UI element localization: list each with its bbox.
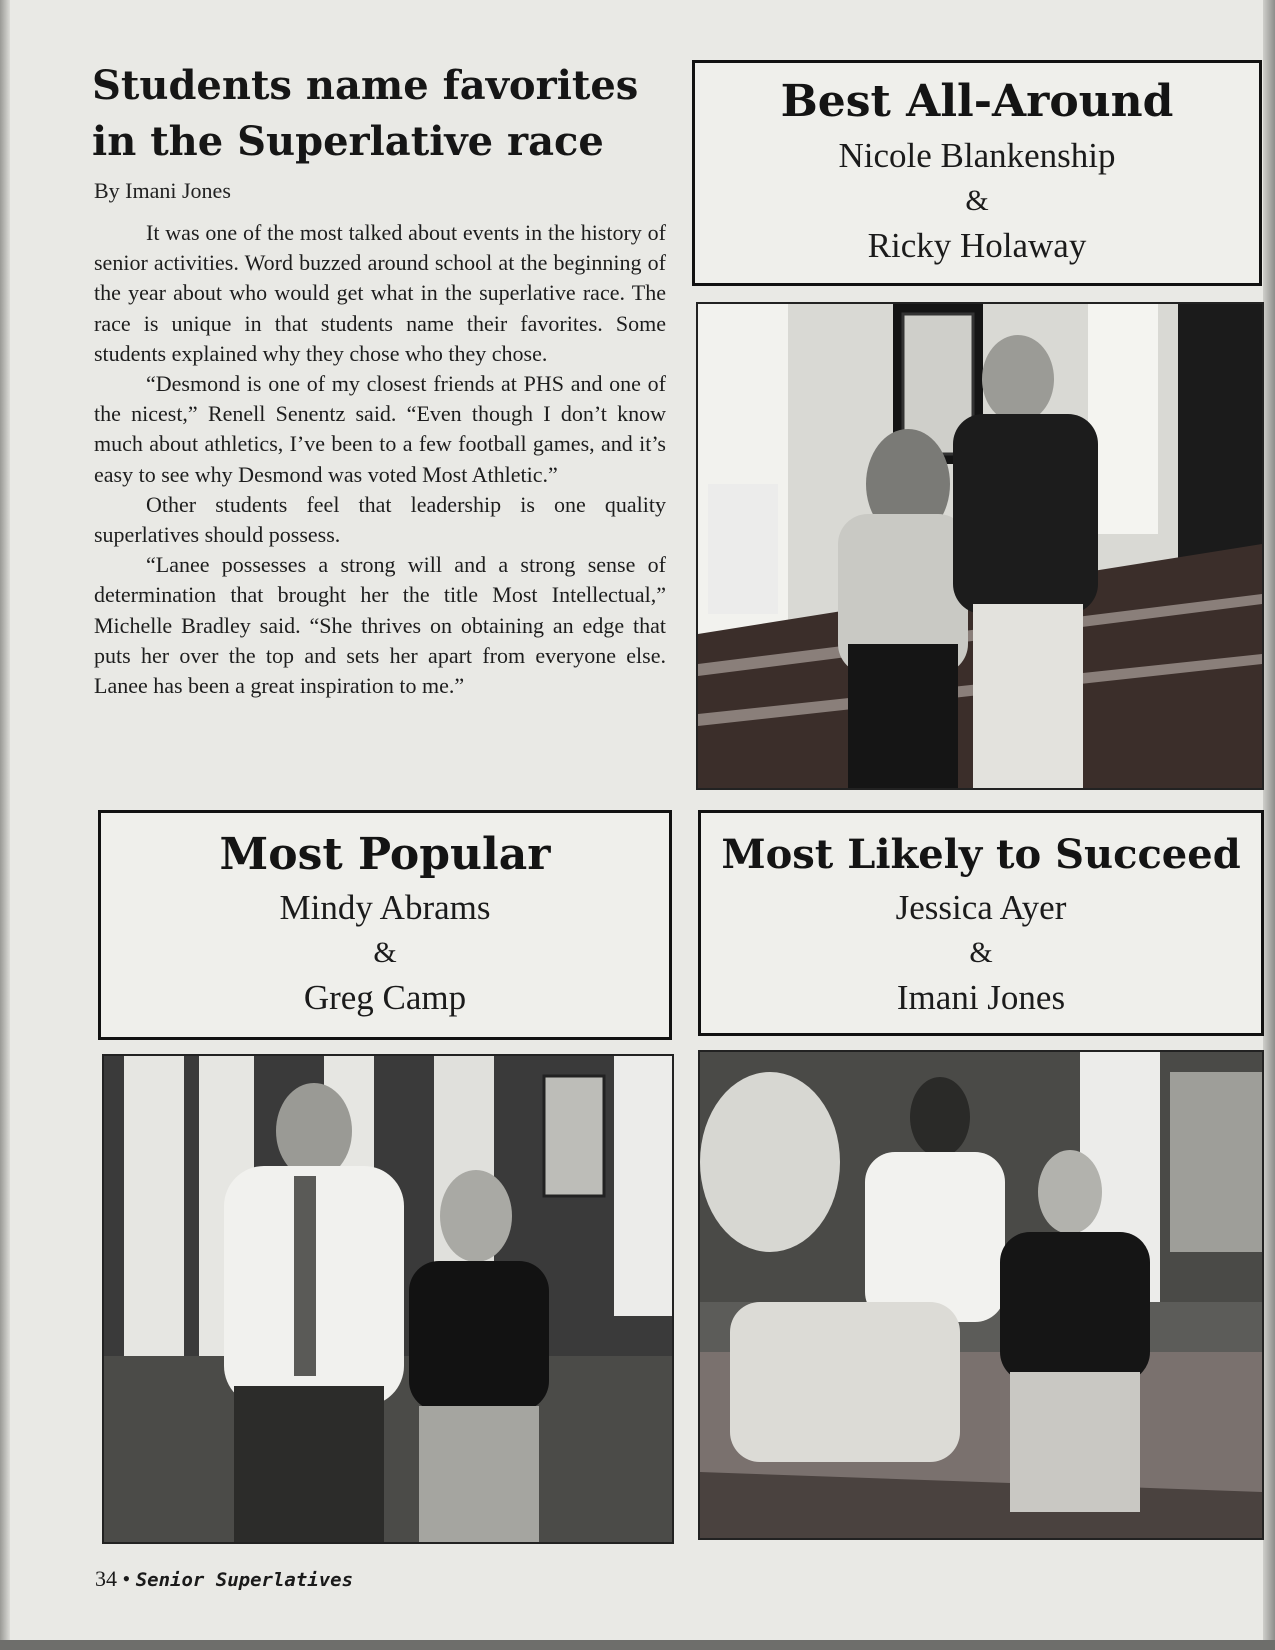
award-name: Jessica Ayer bbox=[895, 888, 1067, 927]
article-paragraph: It was one of the most talked about events in the history of senior activities. Word buzzed around school at the beginning of the year about who would get what in the superlative race. The race is unique in that students name their favorites. Some students explained why they chose who they chose. bbox=[94, 220, 666, 366]
article-body bbox=[94, 218, 666, 701]
article-byline: By Imani Jones bbox=[94, 178, 231, 203]
award-name: Nicole Blankenship bbox=[838, 136, 1116, 175]
article-paragraph: “Desmond is one of my closest friends at PHS and one of the nicest,” Renell Senentz said. “Even though I don’t know much about athletics, I’ve been to a few football games, and it’s easy to see why Desmond was voted Most Athletic.” bbox=[94, 371, 666, 487]
photo-best-all-around bbox=[696, 302, 1264, 790]
article-headline: Students name favorites in the Superlative race bbox=[92, 62, 639, 165]
photo-most-likely-to-succeed bbox=[698, 1050, 1264, 1540]
award-name: Ricky Holaway bbox=[867, 226, 1087, 265]
award-ampersand: & bbox=[373, 936, 397, 969]
article-paragraph: “Lanee possesses a strong will and a strong sense of determination that brought her the title Most Intellectual,” Michelle Bradley said. “She thrives on obtaining an edge that puts her over the top and sets her apart from everyone else. Lanee has been a great inspiration to me.” bbox=[94, 552, 666, 699]
page-footer bbox=[95, 1566, 353, 1592]
page-number: 34 bbox=[95, 1566, 117, 1591]
award-box-most-popular bbox=[98, 810, 672, 1040]
award-box-best-all-around bbox=[692, 60, 1262, 286]
page-gutter bbox=[0, 0, 10, 1650]
award-name: Mindy Abrams bbox=[279, 888, 491, 927]
article-paragraph: Other students feel that leadership is one quality superlatives should possess. bbox=[94, 491, 666, 548]
award-title: Best All-Around bbox=[780, 76, 1174, 127]
page-bottom-edge bbox=[0, 1640, 1275, 1650]
award-box-most-likely-to-succeed bbox=[698, 810, 1264, 1036]
footer-separator: • bbox=[122, 1566, 131, 1591]
award-title: Most Likely to Succeed bbox=[721, 831, 1241, 878]
award-name: Imani Jones bbox=[896, 978, 1066, 1017]
photo-most-popular bbox=[102, 1054, 674, 1544]
award-title: Most Popular bbox=[219, 829, 551, 880]
award-name: Greg Camp bbox=[303, 978, 467, 1017]
award-ampersand: & bbox=[965, 184, 989, 217]
section-name: Senior Superlatives bbox=[135, 1569, 354, 1591]
page-right-edge bbox=[1263, 0, 1275, 1650]
award-ampersand: & bbox=[969, 936, 993, 969]
